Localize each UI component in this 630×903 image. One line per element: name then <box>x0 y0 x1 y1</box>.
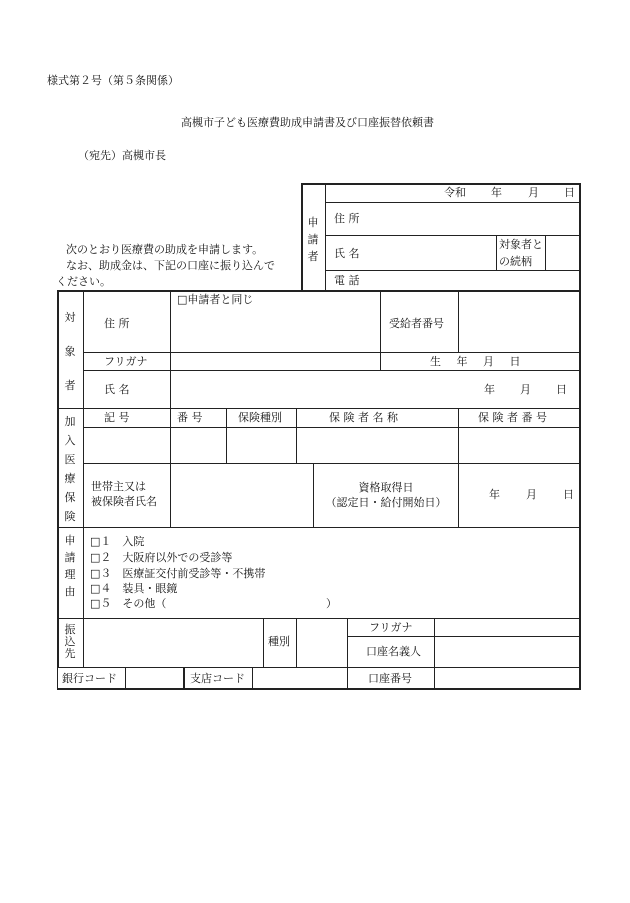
acquired-label-2: （認定日・給付開始日） <box>325 496 447 509</box>
relation-divider <box>496 235 497 270</box>
subject-col-line <box>380 290 381 370</box>
col-insurer-name: 保 険 者 名 称 <box>329 411 398 424</box>
section-divider <box>57 618 581 619</box>
bank-row-line <box>57 667 581 668</box>
applicant-row-line <box>325 270 580 271</box>
intro-line-2: なお、助成金は、下記の口座に振り込んで <box>66 259 275 272</box>
account-type-label: 種別 <box>268 635 290 648</box>
bank-col-line <box>263 618 264 667</box>
bank-col-line <box>347 618 348 690</box>
birth-month: 月 <box>520 383 531 396</box>
acquired-label-1: 資格取得日 <box>358 481 414 494</box>
recipient-number-label: 受給者番号 <box>389 317 444 330</box>
subject-col-line <box>458 290 459 352</box>
acquired-month: 月 <box>526 488 537 501</box>
birth-day: 日 <box>556 383 567 396</box>
holder-label-1: 世帯主又は <box>91 480 146 493</box>
branch-code-divider <box>252 667 253 690</box>
section-label-divider <box>83 290 84 667</box>
insurance-col-line <box>170 408 171 527</box>
applicant-label-divider <box>325 183 326 291</box>
subject-address-label: 住 所 <box>104 317 130 330</box>
insurance-col-line <box>313 463 314 527</box>
applicant-box-left <box>301 183 303 291</box>
main-table-top <box>57 290 581 292</box>
insurance-col-line <box>296 408 297 463</box>
reason-option-1[interactable]: □１ 入院 <box>90 535 145 548</box>
section-divider <box>57 527 581 528</box>
reason-option-2[interactable]: □２ 大阪府以外での受診等 <box>90 551 233 564</box>
applicant-row-line <box>325 202 580 203</box>
applicant-row-line <box>325 235 580 236</box>
bank-row-line <box>347 636 580 637</box>
bank-code-divider <box>125 667 126 690</box>
page-title: 高槻市子ども医療費助成申請書及び口座振替依頼書 <box>181 116 434 129</box>
insurance-row-line <box>83 427 580 428</box>
insurance-col-line <box>226 408 227 463</box>
account-holder-label: 口座名義人 <box>366 645 421 658</box>
reason-section-label: 申請理由 <box>64 534 76 598</box>
bank-section-label: 振込先 <box>64 623 76 660</box>
applicant-address-label: 住 所 <box>334 212 360 225</box>
date-month: 月 <box>528 186 539 199</box>
branch-code-label: 支店コード <box>190 672 245 685</box>
birth-date-label: 生 年 月 日 <box>430 355 521 368</box>
main-table-bottom <box>57 688 581 690</box>
date-era: 令和 <box>444 186 466 199</box>
holder-furigana-label: フリガナ <box>369 621 413 634</box>
relation-label-1: 対象者と <box>499 238 543 251</box>
form-number: 様式第２号（第５条関係） <box>47 74 179 87</box>
col-insurance-type: 保険種別 <box>238 411 282 424</box>
main-table-left <box>57 290 59 667</box>
intro-line-3: ください。 <box>56 275 111 288</box>
applicant-phone-label: 電 話 <box>334 274 360 287</box>
reason-option-5[interactable]: □５ その他（ <box>90 597 167 610</box>
subject-col-line <box>170 290 171 408</box>
bank-code-left <box>57 667 58 690</box>
col-insurer-number: 保 険 者 番 号 <box>478 411 547 424</box>
relation-label-2: の続柄 <box>499 255 532 268</box>
acquired-year: 年 <box>489 488 500 501</box>
insurance-col-line <box>458 408 459 527</box>
acquired-day: 日 <box>563 488 574 501</box>
account-number-label: 口座番号 <box>368 672 412 685</box>
intro-line-1: 次のとおり医療費の助成を申請します。 <box>66 243 264 256</box>
subject-furigana-label: フリガナ <box>104 355 148 368</box>
applicant-section-label: 申請者 <box>307 216 319 263</box>
col-number: 番 号 <box>177 411 203 424</box>
bank-code-label: 銀行コード <box>62 672 117 685</box>
reason-close-paren: ） <box>326 597 337 610</box>
addressee: （宛先）高槻市長 <box>78 149 166 162</box>
holder-label-2: 被保険者氏名 <box>91 495 157 508</box>
same-as-applicant-checkbox[interactable]: □申請者と同じ <box>177 293 254 306</box>
branch-code-divider <box>183 667 185 690</box>
applicant-name-label: 氏 名 <box>334 247 360 260</box>
reason-option-3[interactable]: □３ 医療証交付前受診等・不携帯 <box>90 567 266 580</box>
birth-year: 年 <box>484 383 495 396</box>
bank-col-line <box>434 618 435 690</box>
subject-name-label: 氏 名 <box>104 383 130 396</box>
date-day: 日 <box>564 186 575 199</box>
section-divider <box>57 408 581 409</box>
date-year: 年 <box>491 186 502 199</box>
subject-section-label: 対象者 <box>64 311 76 392</box>
applicant-box-top <box>301 183 580 185</box>
insurance-section-label: 加入医療保険 <box>64 415 76 523</box>
subject-row-line <box>83 352 580 353</box>
relation-divider <box>545 235 546 270</box>
reason-option-4[interactable]: □４ 装具・眼鏡 <box>90 582 178 595</box>
table-right-border <box>579 183 581 690</box>
subject-row-line <box>83 370 580 371</box>
col-symbol: 記 号 <box>104 411 130 424</box>
insurance-row-line <box>83 463 580 464</box>
bank-col-line <box>296 618 297 667</box>
